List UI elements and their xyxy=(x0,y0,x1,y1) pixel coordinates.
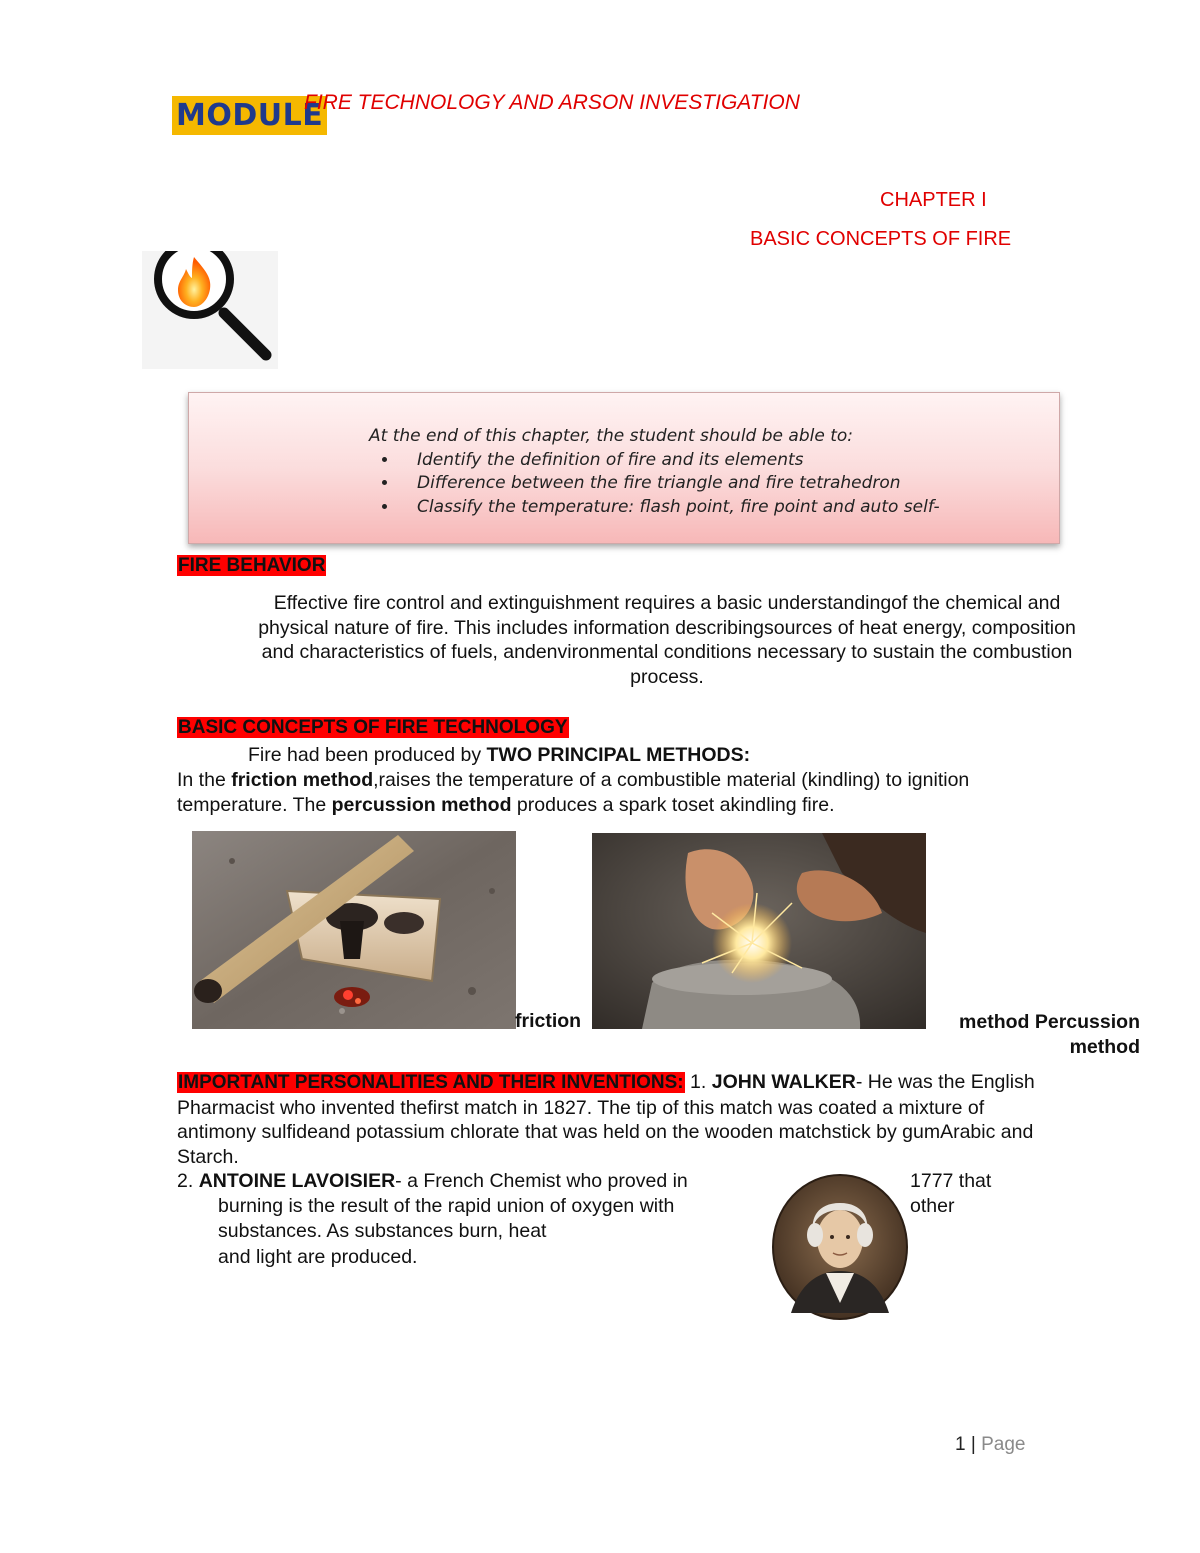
paragraph-line: Starch. xyxy=(177,1145,239,1168)
lavoisier-right-2: other xyxy=(910,1195,955,1217)
caption-line: method Percussion xyxy=(959,1011,1140,1033)
lavoisier-line-2: burning is the result of the rapid union of oxygen with xyxy=(218,1195,675,1217)
objective-item: • Difference between the fire triangle and fire tetrahedron xyxy=(399,472,940,496)
friction-method-term: friction method xyxy=(231,769,374,791)
lavoisier-line-4: and light are produced. xyxy=(218,1246,418,1268)
paragraph-line: process. xyxy=(630,665,704,688)
text-run: temperature. The xyxy=(177,793,332,816)
methods-intro xyxy=(248,743,750,768)
paragraph-line: Effective fire control and extinguishment requires a basic understandingof the chemical and xyxy=(273,592,1061,614)
john-walker-name: JOHN WALKER xyxy=(711,1071,856,1093)
methods-intro-text: Fire had been produced by xyxy=(248,744,487,766)
basic-concepts-heading: BASIC CONCEPTS OF FIRE TECHNOLOGY xyxy=(178,717,568,738)
lavoisier-line-1 xyxy=(177,1169,688,1194)
percussion-caption xyxy=(900,1010,1140,1060)
caption-line: method xyxy=(1069,1036,1140,1058)
percussion-method-photo xyxy=(592,833,926,1029)
paragraph-line: antimony sulfideand potassium chlorate that was held on the wooden matchstick by gumArabic and xyxy=(177,1121,1034,1143)
methods-intro-bold: TWO PRINCIPAL METHODS: xyxy=(486,744,751,766)
list-number: 2. xyxy=(177,1170,199,1192)
magnifier-flame-icon xyxy=(142,251,278,369)
page-number xyxy=(955,1434,1025,1456)
module-badge: MODULE xyxy=(172,96,327,135)
text-run: In the xyxy=(177,769,232,791)
page-separator: | xyxy=(965,1434,982,1455)
text-run: produces a spark toset akindling fire. xyxy=(511,793,835,816)
objectives-intro: At the end of this chapter, the student should be able to: xyxy=(369,426,853,446)
lavoisier-right-1: 1777 that xyxy=(910,1170,992,1192)
objective-item: • Identify the definition of fire and its elements xyxy=(399,449,940,473)
objectives-list xyxy=(369,449,940,520)
friction-method-photo xyxy=(192,831,516,1029)
chapter-title: BASIC CONCEPTS OF FIRE xyxy=(750,228,1012,250)
text-run: - He was the English xyxy=(855,1071,1035,1093)
percussion-method-term: percussion method xyxy=(331,793,512,816)
chapter-objectives-box xyxy=(188,392,1060,544)
antoine-lavoisier-name: ANTOINE LAVOISIER xyxy=(198,1170,396,1192)
text-run: - a French Chemist who proved in xyxy=(395,1170,688,1192)
text-run: ,raises the temperature of a combustible material (kindling) to ignition xyxy=(373,769,970,791)
paragraph-line: Pharmacist who invented thefirst match in 1827. The tip of this match was coated a mixture of xyxy=(177,1096,985,1119)
methods-paragraph xyxy=(177,768,1167,817)
personalities-heading: IMPORTANT PERSONALITIES AND THEIR INVENTIONS: xyxy=(178,1072,684,1093)
lavoisier-line-3: substances. As substances burn, heat xyxy=(218,1220,547,1242)
friction-caption: friction xyxy=(515,1010,582,1032)
page-label: Page xyxy=(981,1434,1026,1455)
paragraph-line: and characteristics of fuels, andenvironmental conditions necessary to sustain the combustion xyxy=(261,641,1073,663)
page-number-value: 1 xyxy=(955,1434,966,1455)
list-number: 1. xyxy=(684,1071,712,1093)
chapter-number: CHAPTER I xyxy=(880,189,987,211)
fire-behavior-paragraph xyxy=(178,591,1156,689)
paragraph-line: physical nature of fire. This includes information describingsources of heat energy, composition xyxy=(258,616,1076,639)
objective-item: • Classify the temperature: flash point, fire point and auto self- xyxy=(399,496,940,520)
fire-behavior-heading: FIRE BEHAVIOR xyxy=(178,555,326,576)
personalities-section xyxy=(177,1070,1187,1169)
lavoisier-portrait xyxy=(771,1173,909,1321)
module-title: FIRE TECHNOLOGY AND ARSON INVESTIGATION xyxy=(304,91,800,114)
